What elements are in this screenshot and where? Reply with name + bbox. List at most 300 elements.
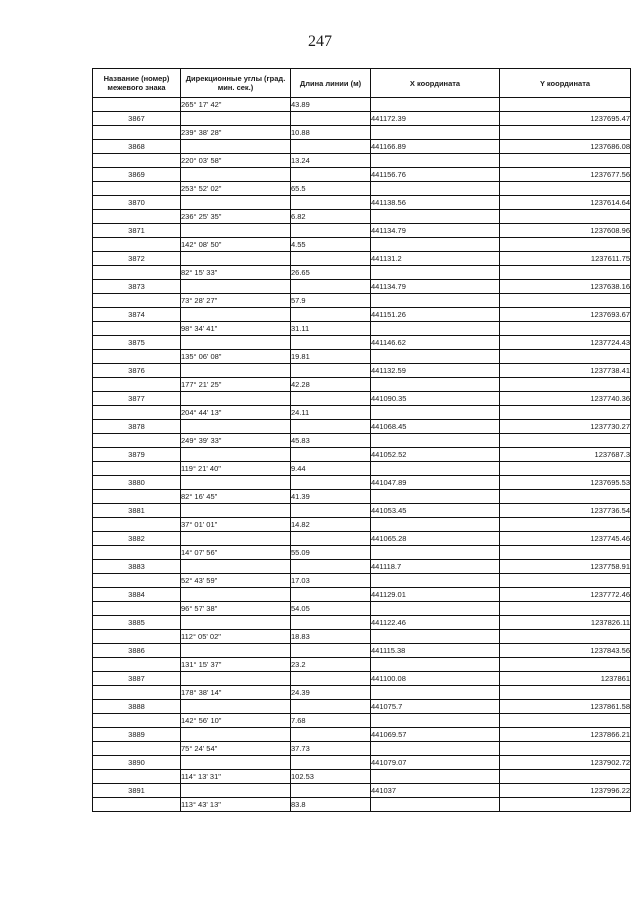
line-length-cell: 45.83 bbox=[291, 434, 371, 448]
line-length-cell: 41.39 bbox=[291, 490, 371, 504]
header-name: Название (номер) межевого знака bbox=[93, 69, 181, 98]
line-length-cell: 6.82 bbox=[291, 210, 371, 224]
x-coordinate-cell bbox=[371, 154, 500, 168]
line-length-cell: 7.68 bbox=[291, 714, 371, 728]
marker-name-cell bbox=[93, 238, 181, 252]
direction-angle-cell bbox=[181, 700, 291, 714]
x-coordinate-cell: 441172.39 bbox=[371, 112, 500, 126]
marker-name-cell bbox=[93, 210, 181, 224]
y-coordinate-cell: 1237736.54 bbox=[500, 504, 631, 518]
direction-angle-cell: 239° 38' 28" bbox=[181, 126, 291, 140]
line-length-cell bbox=[291, 588, 371, 602]
x-coordinate-cell bbox=[371, 350, 500, 364]
x-coordinate-cell bbox=[371, 518, 500, 532]
y-coordinate-cell: 1237695.47 bbox=[500, 112, 631, 126]
line-length-cell: 10.88 bbox=[291, 126, 371, 140]
direction-angle-cell bbox=[181, 252, 291, 266]
y-coordinate-cell: 1237745.46 bbox=[500, 532, 631, 546]
segment-row bbox=[93, 434, 631, 448]
table-header bbox=[93, 69, 631, 98]
marker-row bbox=[93, 252, 631, 266]
page-number: 247 bbox=[308, 33, 332, 50]
direction-angle-cell: 265° 17' 42" bbox=[181, 98, 291, 112]
segment-row bbox=[93, 770, 631, 784]
x-coordinate-cell: 441079.07 bbox=[371, 756, 500, 770]
x-coordinate-cell bbox=[371, 406, 500, 420]
marker-name-cell: 3870 bbox=[93, 196, 181, 210]
segment-row bbox=[93, 406, 631, 420]
line-length-cell: 57.9 bbox=[291, 294, 371, 308]
marker-row bbox=[93, 336, 631, 350]
line-length-cell bbox=[291, 728, 371, 742]
line-length-cell: 83.8 bbox=[291, 798, 371, 812]
y-coordinate-cell: 1237695.53 bbox=[500, 476, 631, 490]
y-coordinate-cell bbox=[500, 434, 631, 448]
direction-angle-cell bbox=[181, 140, 291, 154]
y-coordinate-cell bbox=[500, 266, 631, 280]
x-coordinate-cell: 441053.45 bbox=[371, 504, 500, 518]
line-length-cell bbox=[291, 504, 371, 518]
marker-name-cell: 3886 bbox=[93, 644, 181, 658]
segment-row bbox=[93, 98, 631, 112]
x-coordinate-cell: 441151.26 bbox=[371, 308, 500, 322]
marker-row bbox=[93, 560, 631, 574]
y-coordinate-cell bbox=[500, 238, 631, 252]
direction-angle-cell: 177° 21' 25" bbox=[181, 378, 291, 392]
direction-angle-cell bbox=[181, 504, 291, 518]
marker-name-cell bbox=[93, 686, 181, 700]
segment-row bbox=[93, 322, 631, 336]
direction-angle-cell bbox=[181, 224, 291, 238]
line-length-cell: 26.65 bbox=[291, 266, 371, 280]
segment-row bbox=[93, 798, 631, 812]
line-length-cell bbox=[291, 364, 371, 378]
direction-angle-cell: 253° 52' 02" bbox=[181, 182, 291, 196]
direction-angle-cell bbox=[181, 112, 291, 126]
line-length-cell: 24.11 bbox=[291, 406, 371, 420]
y-coordinate-cell: 1237730.27 bbox=[500, 420, 631, 434]
marker-row bbox=[93, 224, 631, 238]
segment-row bbox=[93, 210, 631, 224]
marker-name-cell bbox=[93, 322, 181, 336]
marker-name-cell bbox=[93, 602, 181, 616]
marker-name-cell bbox=[93, 266, 181, 280]
marker-name-cell: 3885 bbox=[93, 616, 181, 630]
y-coordinate-cell: 1237902.72 bbox=[500, 756, 631, 770]
direction-angle-cell bbox=[181, 420, 291, 434]
line-length-cell: 42.28 bbox=[291, 378, 371, 392]
x-coordinate-cell bbox=[371, 294, 500, 308]
y-coordinate-cell bbox=[500, 98, 631, 112]
direction-angle-cell bbox=[181, 476, 291, 490]
direction-angle-cell: 112° 05' 02" bbox=[181, 630, 291, 644]
line-length-cell bbox=[291, 280, 371, 294]
x-coordinate-cell: 441129.01 bbox=[371, 588, 500, 602]
x-coordinate-cell: 441138.56 bbox=[371, 196, 500, 210]
line-length-cell bbox=[291, 252, 371, 266]
x-coordinate-cell bbox=[371, 630, 500, 644]
x-coordinate-cell bbox=[371, 574, 500, 588]
x-coordinate-cell: 441132.59 bbox=[371, 364, 500, 378]
y-coordinate-cell bbox=[500, 210, 631, 224]
line-length-cell bbox=[291, 672, 371, 686]
direction-angle-cell: 131° 15' 37" bbox=[181, 658, 291, 672]
marker-name-cell: 3872 bbox=[93, 252, 181, 266]
line-length-cell: 54.05 bbox=[291, 602, 371, 616]
line-length-cell: 65.5 bbox=[291, 182, 371, 196]
line-length-cell: 17.03 bbox=[291, 574, 371, 588]
x-coordinate-cell: 441065.28 bbox=[371, 532, 500, 546]
segment-row bbox=[93, 602, 631, 616]
line-length-cell bbox=[291, 112, 371, 126]
marker-name-cell: 3889 bbox=[93, 728, 181, 742]
x-coordinate-cell: 441131.2 bbox=[371, 252, 500, 266]
line-length-cell: 102.53 bbox=[291, 770, 371, 784]
y-coordinate-cell bbox=[500, 546, 631, 560]
y-coordinate-cell bbox=[500, 686, 631, 700]
marker-name-cell: 3880 bbox=[93, 476, 181, 490]
marker-name-cell: 3873 bbox=[93, 280, 181, 294]
marker-name-cell bbox=[93, 294, 181, 308]
marker-name-cell: 3876 bbox=[93, 364, 181, 378]
x-coordinate-cell bbox=[371, 546, 500, 560]
y-coordinate-cell: 1237996.22 bbox=[500, 784, 631, 798]
direction-angle-cell bbox=[181, 532, 291, 546]
x-coordinate-cell bbox=[371, 182, 500, 196]
marker-row bbox=[93, 588, 631, 602]
direction-angle-cell bbox=[181, 364, 291, 378]
x-coordinate-cell: 441075.7 bbox=[371, 700, 500, 714]
y-coordinate-cell bbox=[500, 714, 631, 728]
y-coordinate-cell bbox=[500, 462, 631, 476]
direction-angle-cell: 249° 39' 33" bbox=[181, 434, 291, 448]
marker-row bbox=[93, 476, 631, 490]
y-coordinate-cell bbox=[500, 574, 631, 588]
line-length-cell bbox=[291, 644, 371, 658]
y-coordinate-cell: 1237843.56 bbox=[500, 644, 631, 658]
marker-name-cell bbox=[93, 378, 181, 392]
direction-angle-cell bbox=[181, 392, 291, 406]
line-length-cell: 31.11 bbox=[291, 322, 371, 336]
y-coordinate-cell bbox=[500, 798, 631, 812]
y-coordinate-cell bbox=[500, 378, 631, 392]
y-coordinate-cell bbox=[500, 602, 631, 616]
y-coordinate-cell: 1237740.36 bbox=[500, 392, 631, 406]
marker-row bbox=[93, 308, 631, 322]
y-coordinate-cell: 1237687.3 bbox=[500, 448, 631, 462]
direction-angle-cell: 113° 43' 13" bbox=[181, 798, 291, 812]
line-length-cell: 13.24 bbox=[291, 154, 371, 168]
marker-name-cell bbox=[93, 406, 181, 420]
x-coordinate-cell bbox=[371, 658, 500, 672]
x-coordinate-cell bbox=[371, 714, 500, 728]
direction-angle-cell: 75° 24' 54" bbox=[181, 742, 291, 756]
direction-angle-cell: 236° 25' 35" bbox=[181, 210, 291, 224]
x-coordinate-cell bbox=[371, 742, 500, 756]
marker-row bbox=[93, 700, 631, 714]
direction-angle-cell: 135° 06' 08" bbox=[181, 350, 291, 364]
direction-angle-cell bbox=[181, 280, 291, 294]
segment-row bbox=[93, 182, 631, 196]
segment-row bbox=[93, 378, 631, 392]
x-coordinate-cell bbox=[371, 266, 500, 280]
segment-row bbox=[93, 742, 631, 756]
line-length-cell bbox=[291, 616, 371, 630]
marker-name-cell: 3882 bbox=[93, 532, 181, 546]
x-coordinate-cell: 441052.52 bbox=[371, 448, 500, 462]
direction-angle-cell: 52° 43' 59" bbox=[181, 574, 291, 588]
marker-name-cell: 3874 bbox=[93, 308, 181, 322]
direction-angle-cell bbox=[181, 448, 291, 462]
x-coordinate-cell bbox=[371, 602, 500, 616]
marker-name-cell: 3890 bbox=[93, 756, 181, 770]
y-coordinate-cell bbox=[500, 182, 631, 196]
y-coordinate-cell: 1237772.46 bbox=[500, 588, 631, 602]
x-coordinate-cell bbox=[371, 210, 500, 224]
direction-angle-cell: 82° 16' 45" bbox=[181, 490, 291, 504]
direction-angle-cell bbox=[181, 336, 291, 350]
x-coordinate-cell: 441134.79 bbox=[371, 280, 500, 294]
marker-name-cell bbox=[93, 798, 181, 812]
line-length-cell: 55.09 bbox=[291, 546, 371, 560]
direction-angle-cell: 14° 07' 56" bbox=[181, 546, 291, 560]
marker-name-cell: 3883 bbox=[93, 560, 181, 574]
marker-name-cell: 3891 bbox=[93, 784, 181, 798]
y-coordinate-cell: 1237861 bbox=[500, 672, 631, 686]
marker-name-cell bbox=[93, 714, 181, 728]
marker-name-cell: 3887 bbox=[93, 672, 181, 686]
y-coordinate-cell bbox=[500, 322, 631, 336]
line-length-cell bbox=[291, 448, 371, 462]
marker-row bbox=[93, 112, 631, 126]
y-coordinate-cell: 1237866.21 bbox=[500, 728, 631, 742]
marker-row bbox=[93, 392, 631, 406]
y-coordinate-cell: 1237611.75 bbox=[500, 252, 631, 266]
marker-name-cell bbox=[93, 98, 181, 112]
y-coordinate-cell bbox=[500, 126, 631, 140]
direction-angle-cell bbox=[181, 560, 291, 574]
x-coordinate-cell bbox=[371, 686, 500, 700]
marker-name-cell bbox=[93, 154, 181, 168]
marker-name-cell: 3869 bbox=[93, 168, 181, 182]
marker-name-cell: 3881 bbox=[93, 504, 181, 518]
direction-angle-cell bbox=[181, 756, 291, 770]
line-length-cell: 4.55 bbox=[291, 238, 371, 252]
x-coordinate-cell: 441100.08 bbox=[371, 672, 500, 686]
y-coordinate-cell bbox=[500, 294, 631, 308]
header-y: Y координата bbox=[500, 69, 631, 98]
direction-angle-cell bbox=[181, 644, 291, 658]
marker-row bbox=[93, 784, 631, 798]
x-coordinate-cell: 441069.57 bbox=[371, 728, 500, 742]
line-length-cell: 9.44 bbox=[291, 462, 371, 476]
line-length-cell bbox=[291, 168, 371, 182]
direction-angle-cell bbox=[181, 196, 291, 210]
segment-row bbox=[93, 294, 631, 308]
y-coordinate-cell bbox=[500, 490, 631, 504]
marker-row bbox=[93, 532, 631, 546]
line-length-cell bbox=[291, 308, 371, 322]
x-coordinate-cell: 441090.35 bbox=[371, 392, 500, 406]
y-coordinate-cell: 1237861.58 bbox=[500, 700, 631, 714]
marker-name-cell bbox=[93, 434, 181, 448]
line-length-cell: 24.39 bbox=[291, 686, 371, 700]
marker-name-cell bbox=[93, 630, 181, 644]
direction-angle-cell bbox=[181, 728, 291, 742]
direction-angle-cell: 220° 03' 58" bbox=[181, 154, 291, 168]
y-coordinate-cell: 1237693.67 bbox=[500, 308, 631, 322]
direction-angle-cell: 114° 13' 31" bbox=[181, 770, 291, 784]
marker-name-cell bbox=[93, 490, 181, 504]
boundary-coordinates-table bbox=[92, 68, 631, 812]
segment-row bbox=[93, 490, 631, 504]
x-coordinate-cell: 441166.89 bbox=[371, 140, 500, 154]
line-length-cell: 23.2 bbox=[291, 658, 371, 672]
marker-name-cell: 3867 bbox=[93, 112, 181, 126]
direction-angle-cell: 178° 38' 14" bbox=[181, 686, 291, 700]
direction-angle-cell: 98° 34' 41" bbox=[181, 322, 291, 336]
y-coordinate-cell bbox=[500, 630, 631, 644]
direction-angle-cell: 37° 01' 01" bbox=[181, 518, 291, 532]
x-coordinate-cell bbox=[371, 770, 500, 784]
direction-angle-cell: 142° 56' 10" bbox=[181, 714, 291, 728]
line-length-cell bbox=[291, 392, 371, 406]
x-coordinate-cell: 441156.76 bbox=[371, 168, 500, 182]
line-length-cell bbox=[291, 420, 371, 434]
marker-name-cell bbox=[93, 462, 181, 476]
direction-angle-cell: 142° 08' 50" bbox=[181, 238, 291, 252]
marker-name-cell bbox=[93, 182, 181, 196]
x-coordinate-cell: 441037 bbox=[371, 784, 500, 798]
y-coordinate-cell bbox=[500, 742, 631, 756]
marker-name-cell: 3878 bbox=[93, 420, 181, 434]
marker-row bbox=[93, 448, 631, 462]
marker-name-cell: 3884 bbox=[93, 588, 181, 602]
direction-angle-cell: 73° 28' 27" bbox=[181, 294, 291, 308]
line-length-cell bbox=[291, 700, 371, 714]
x-coordinate-cell bbox=[371, 98, 500, 112]
marker-name-cell: 3871 bbox=[93, 224, 181, 238]
direction-angle-cell bbox=[181, 588, 291, 602]
line-length-cell: 43.89 bbox=[291, 98, 371, 112]
direction-angle-cell bbox=[181, 616, 291, 630]
segment-row bbox=[93, 154, 631, 168]
x-coordinate-cell bbox=[371, 126, 500, 140]
x-coordinate-cell: 441068.45 bbox=[371, 420, 500, 434]
y-coordinate-cell bbox=[500, 154, 631, 168]
header-row bbox=[93, 69, 631, 98]
marker-name-cell: 3875 bbox=[93, 336, 181, 350]
y-coordinate-cell bbox=[500, 350, 631, 364]
segment-row bbox=[93, 266, 631, 280]
direction-angle-cell bbox=[181, 784, 291, 798]
x-coordinate-cell bbox=[371, 238, 500, 252]
marker-row bbox=[93, 616, 631, 630]
marker-name-cell bbox=[93, 126, 181, 140]
marker-row bbox=[93, 280, 631, 294]
y-coordinate-cell: 1237677.56 bbox=[500, 168, 631, 182]
y-coordinate-cell: 1237638.16 bbox=[500, 280, 631, 294]
y-coordinate-cell bbox=[500, 770, 631, 784]
marker-name-cell: 3868 bbox=[93, 140, 181, 154]
segment-row bbox=[93, 574, 631, 588]
direction-angle-cell: 82° 15' 33" bbox=[181, 266, 291, 280]
header-angle: Дирекционные углы (град. мин. сек.) bbox=[181, 69, 291, 98]
line-length-cell: 14.82 bbox=[291, 518, 371, 532]
marker-name-cell bbox=[93, 518, 181, 532]
line-length-cell: 37.73 bbox=[291, 742, 371, 756]
y-coordinate-cell: 1237738.41 bbox=[500, 364, 631, 378]
marker-name-cell bbox=[93, 574, 181, 588]
x-coordinate-cell: 441122.46 bbox=[371, 616, 500, 630]
marker-name-cell bbox=[93, 742, 181, 756]
line-length-cell bbox=[291, 336, 371, 350]
marker-row bbox=[93, 756, 631, 770]
direction-angle-cell: 119° 21' 40" bbox=[181, 462, 291, 476]
marker-row bbox=[93, 644, 631, 658]
marker-row bbox=[93, 140, 631, 154]
segment-row bbox=[93, 518, 631, 532]
x-coordinate-cell bbox=[371, 798, 500, 812]
y-coordinate-cell: 1237614.64 bbox=[500, 196, 631, 210]
x-coordinate-cell: 441118.7 bbox=[371, 560, 500, 574]
marker-row bbox=[93, 364, 631, 378]
y-coordinate-cell: 1237724.43 bbox=[500, 336, 631, 350]
marker-name-cell: 3879 bbox=[93, 448, 181, 462]
marker-name-cell bbox=[93, 350, 181, 364]
marker-row bbox=[93, 728, 631, 742]
direction-angle-cell: 96° 57' 38" bbox=[181, 602, 291, 616]
y-coordinate-cell: 1237826.11 bbox=[500, 616, 631, 630]
marker-row bbox=[93, 196, 631, 210]
marker-row bbox=[93, 672, 631, 686]
line-length-cell bbox=[291, 224, 371, 238]
segment-row bbox=[93, 658, 631, 672]
marker-row bbox=[93, 168, 631, 182]
direction-angle-cell: 204° 44' 13" bbox=[181, 406, 291, 420]
table-body bbox=[93, 98, 631, 812]
line-length-cell: 18.83 bbox=[291, 630, 371, 644]
marker-name-cell bbox=[93, 658, 181, 672]
line-length-cell bbox=[291, 196, 371, 210]
marker-row bbox=[93, 420, 631, 434]
x-coordinate-cell: 441134.79 bbox=[371, 224, 500, 238]
line-length-cell bbox=[291, 784, 371, 798]
header-length: Длина линии (м) bbox=[291, 69, 371, 98]
line-length-cell bbox=[291, 756, 371, 770]
header-x: X координата bbox=[371, 69, 500, 98]
x-coordinate-cell: 441115.38 bbox=[371, 644, 500, 658]
x-coordinate-cell bbox=[371, 378, 500, 392]
x-coordinate-cell bbox=[371, 322, 500, 336]
y-coordinate-cell: 1237758.91 bbox=[500, 560, 631, 574]
y-coordinate-cell: 1237686.08 bbox=[500, 140, 631, 154]
y-coordinate-cell bbox=[500, 406, 631, 420]
x-coordinate-cell bbox=[371, 462, 500, 476]
segment-row bbox=[93, 630, 631, 644]
direction-angle-cell bbox=[181, 308, 291, 322]
marker-name-cell: 3888 bbox=[93, 700, 181, 714]
direction-angle-cell bbox=[181, 672, 291, 686]
y-coordinate-cell: 1237608.96 bbox=[500, 224, 631, 238]
marker-row bbox=[93, 504, 631, 518]
x-coordinate-cell: 441047.89 bbox=[371, 476, 500, 490]
x-coordinate-cell: 441146.62 bbox=[371, 336, 500, 350]
segment-row bbox=[93, 462, 631, 476]
line-length-cell bbox=[291, 140, 371, 154]
marker-name-cell: 3877 bbox=[93, 392, 181, 406]
segment-row bbox=[93, 714, 631, 728]
